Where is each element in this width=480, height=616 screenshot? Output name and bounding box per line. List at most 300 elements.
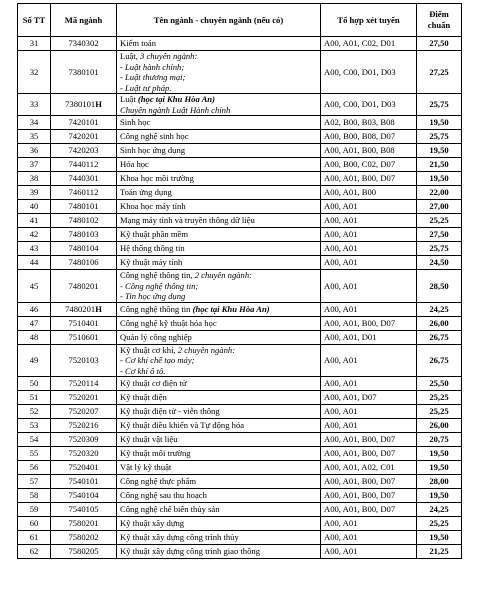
- major-name-line: [120, 476, 317, 487]
- row-subject-combination: A00, B00, C02, D07: [321, 158, 417, 172]
- row-stt: 52: [18, 405, 51, 419]
- row-subject-combination: A00, A01: [321, 405, 417, 419]
- major-name-text: Hệ thống thông tin: [120, 243, 185, 254]
- row-code-value: 7520103: [68, 355, 99, 365]
- row-stt: 34: [18, 116, 51, 130]
- row-code-value: 7480102: [68, 215, 99, 226]
- row-cutoff-score: 24,25: [417, 302, 462, 316]
- major-name-line: [120, 345, 317, 356]
- header-stt: Số TT: [18, 4, 51, 37]
- row-cutoff-score: 25,75: [417, 94, 462, 116]
- row-subject-combination: A00, A01: [321, 302, 417, 316]
- row-subject-combination: A00, A01, B00, D07: [321, 172, 417, 186]
- major-name-line: [120, 518, 317, 529]
- header-score: Điểm chuẩn: [417, 4, 462, 37]
- row-stt: 37: [18, 158, 51, 172]
- major-name-text: Luật: [120, 94, 138, 104]
- major-campus-note: (học tại Khu Hòa An): [137, 94, 215, 104]
- major-name-text: Kỹ thuật điện: [120, 392, 167, 403]
- row-code: [51, 419, 117, 433]
- row-stt: 33: [18, 94, 51, 116]
- row-stt: 40: [18, 200, 51, 214]
- row-code: [51, 116, 117, 130]
- major-name-line: [120, 504, 317, 515]
- major-name-line: [120, 51, 317, 62]
- row-subject-combination: A00, A01, C02, D01: [321, 37, 417, 51]
- row-code: [51, 228, 117, 242]
- row-major-name: [117, 186, 321, 200]
- row-code: [51, 545, 117, 559]
- major-name-line: [120, 243, 317, 254]
- row-code-value: 7520207: [68, 406, 99, 417]
- row-major-name: [117, 51, 321, 94]
- row-stt: 38: [18, 172, 51, 186]
- major-name-line: [120, 215, 317, 226]
- row-code: [51, 503, 117, 517]
- row-cutoff-score: 27,50: [417, 37, 462, 51]
- table-row: [18, 158, 462, 172]
- row-subject-combination: A00, A01: [321, 517, 417, 531]
- row-subject-combination: A00, A01: [321, 344, 417, 377]
- row-major-name: [117, 144, 321, 158]
- row-code-value: 7340302: [68, 38, 99, 49]
- table-row: [18, 377, 462, 391]
- row-code-value: 7520320: [68, 448, 99, 459]
- row-code-value: 7580205: [68, 546, 99, 557]
- row-code-value: 7580201: [68, 518, 99, 529]
- major-name-line: [120, 546, 317, 557]
- row-cutoff-score: 25,50: [417, 377, 462, 391]
- row-cutoff-score: 19,50: [417, 489, 462, 503]
- row-stt: 54: [18, 433, 51, 447]
- row-subject-combination: A00, A01: [321, 377, 417, 391]
- row-cutoff-score: 25,25: [417, 214, 462, 228]
- row-subject-combination: A00, A01: [321, 256, 417, 270]
- table-row: [18, 330, 462, 344]
- major-name-line: [120, 490, 317, 501]
- row-major-name: [117, 200, 321, 214]
- major-name-text: Công nghệ thông tin,: [120, 270, 195, 280]
- row-code-value: 7440112: [68, 159, 99, 170]
- row-major-name: [117, 256, 321, 270]
- table-row: [18, 270, 462, 303]
- row-cutoff-score: 28,00: [417, 475, 462, 489]
- row-stt: 44: [18, 256, 51, 270]
- row-code-value: 7420101: [68, 117, 99, 128]
- header-name: [117, 4, 321, 37]
- row-subject-combination: A00, A01, B00, B08: [321, 144, 417, 158]
- row-code-value: 7510401: [68, 317, 99, 328]
- major-specialization-text: - Luật thương mại;: [120, 72, 186, 82]
- row-code-value: 7510601: [68, 331, 99, 342]
- row-cutoff-score: 20,75: [417, 433, 462, 447]
- row-code: [51, 461, 117, 475]
- row-code-value: 7540105: [68, 504, 99, 515]
- row-stt: 57: [18, 475, 51, 489]
- major-name-line: [120, 355, 317, 366]
- row-major-name: [117, 330, 321, 344]
- major-name-line: [120, 145, 317, 156]
- major-name-text: Luật,: [120, 51, 141, 61]
- row-cutoff-score: 24,25: [417, 503, 462, 517]
- row-major-name: [117, 419, 321, 433]
- row-code: [51, 377, 117, 391]
- row-stt: 59: [18, 503, 51, 517]
- row-code: [51, 144, 117, 158]
- row-stt: 47: [18, 316, 51, 330]
- row-stt: 46: [18, 302, 51, 316]
- row-code: [51, 517, 117, 531]
- row-major-name: [117, 344, 321, 377]
- row-code: [51, 37, 117, 51]
- table-row: [18, 214, 462, 228]
- table-row: [18, 144, 462, 158]
- major-name-text: Mạng máy tính và truyền thông dữ liệu: [120, 215, 255, 226]
- row-major-name: [117, 302, 321, 316]
- major-name-text: Công nghệ thực phẩm: [120, 476, 197, 487]
- major-name-line: [120, 291, 317, 302]
- row-code: [51, 186, 117, 200]
- row-code: [51, 405, 117, 419]
- row-subject-combination: A00, A01, D07: [321, 391, 417, 405]
- row-stt: 43: [18, 242, 51, 256]
- row-stt: 49: [18, 344, 51, 377]
- major-name-line: [120, 131, 317, 142]
- major-name-text: Hóa học: [120, 159, 149, 170]
- major-name-line: [120, 270, 317, 281]
- table-row: [18, 503, 462, 517]
- row-subject-combination: A00, A01, B00, D07: [321, 503, 417, 517]
- row-major-name: [117, 475, 321, 489]
- row-major-name: [117, 503, 321, 517]
- row-major-name: [117, 214, 321, 228]
- row-code: [51, 330, 117, 344]
- row-cutoff-score: 19,50: [417, 461, 462, 475]
- header-name-text: Tên ngành - chuyên ngành (nếu có): [153, 14, 284, 25]
- table-row: [18, 489, 462, 503]
- major-name-line: [120, 462, 317, 473]
- row-subject-combination: A00, A01: [321, 270, 417, 303]
- major-name-line: [120, 392, 317, 403]
- row-code-value: 7520114: [68, 378, 99, 389]
- row-code-value: 7440301: [68, 173, 99, 184]
- row-code: [51, 447, 117, 461]
- row-subject-combination: A02, B00, B03, B08: [321, 116, 417, 130]
- row-code-value: 7480103: [68, 229, 99, 240]
- major-name-line: [120, 187, 317, 198]
- row-major-name: [117, 130, 321, 144]
- table-row: [18, 447, 462, 461]
- row-code-value: 7540104: [68, 490, 99, 501]
- row-code-value: 7480101: [68, 201, 99, 212]
- row-major-name: [117, 447, 321, 461]
- row-code-value: 7520309: [68, 434, 99, 445]
- row-stt: 31: [18, 37, 51, 51]
- table-row: [18, 517, 462, 531]
- table-header-row: [18, 4, 462, 37]
- row-subject-combination: A00, A01: [321, 228, 417, 242]
- table-row: [18, 344, 462, 377]
- row-subject-combination: A00, A01, B00: [321, 186, 417, 200]
- row-major-name: [117, 158, 321, 172]
- row-subject-combination: A00, A01, A02, C01: [321, 461, 417, 475]
- major-name-text: Công nghệ sau thu hoạch: [120, 490, 207, 501]
- row-subject-combination: A00, A01: [321, 242, 417, 256]
- row-code-value: 7380101: [65, 99, 96, 110]
- major-specialization-text: Chuyên ngành Luật Hành chính: [120, 104, 231, 115]
- row-code-value: 7380101: [68, 66, 99, 77]
- major-name-text: Kỹ thuật điện tử - viễn thông: [120, 406, 220, 417]
- row-major-name: [117, 377, 321, 391]
- row-cutoff-score: 28,50: [417, 270, 462, 303]
- row-stt: 36: [18, 144, 51, 158]
- row-subject-combination: A00, A01, B00, D07: [321, 489, 417, 503]
- row-code: [51, 489, 117, 503]
- major-name-line: [120, 62, 317, 73]
- row-subject-combination: A00, B00, B08, D07: [321, 130, 417, 144]
- major-specialization-text: 2 chuyên ngành:: [177, 344, 236, 355]
- major-name-text: Sinh học: [120, 117, 151, 128]
- row-stt: 35: [18, 130, 51, 144]
- row-major-name: [117, 37, 321, 51]
- row-major-name: [117, 531, 321, 545]
- major-name-line: [120, 532, 317, 543]
- row-code-value: 7520401: [68, 462, 99, 473]
- major-name-text: Kỹ thuật điều khiển và Tự động hóa: [120, 420, 245, 431]
- table-row: [18, 316, 462, 330]
- table-row: [18, 228, 462, 242]
- row-cutoff-score: 19,50: [417, 447, 462, 461]
- major-campus-note: (học tại Khu Hòa An): [192, 303, 270, 314]
- table-row: [18, 186, 462, 200]
- row-stt: 39: [18, 186, 51, 200]
- row-cutoff-score: 19,50: [417, 144, 462, 158]
- row-subject-combination: A00, C00, D01, D03: [321, 94, 417, 116]
- row-major-name: [117, 489, 321, 503]
- table-row: [18, 116, 462, 130]
- header-code: Mã ngành: [51, 4, 117, 37]
- table-row: [18, 130, 462, 144]
- row-cutoff-score: 27,00: [417, 200, 462, 214]
- major-name-text: Công nghệ thông tin: [120, 303, 193, 314]
- major-specialization-text: - Cơ khí ô tô.: [120, 365, 166, 376]
- table-row: [18, 433, 462, 447]
- row-major-name: [117, 228, 321, 242]
- major-name-line: [120, 159, 317, 170]
- row-stt: 62: [18, 545, 51, 559]
- row-code: [51, 433, 117, 447]
- row-stt: 53: [18, 419, 51, 433]
- major-name-line: [120, 434, 317, 445]
- major-name-line: [120, 83, 317, 94]
- major-name-line: [120, 105, 317, 116]
- row-stt: 58: [18, 489, 51, 503]
- major-name-line: [120, 72, 317, 83]
- row-code-value: 7520201: [68, 392, 99, 403]
- major-name-line: [120, 318, 317, 329]
- major-specialization-text: - Luật hành chính;: [120, 61, 185, 72]
- row-code: [51, 94, 117, 116]
- major-name-text: Quản lý công nghiệp: [120, 331, 192, 342]
- major-name-line: [120, 332, 317, 343]
- row-cutoff-score: 26,75: [417, 330, 462, 344]
- major-specialization-text: - Luật tư pháp.: [120, 82, 172, 93]
- row-code: [51, 242, 117, 256]
- row-stt: 45: [18, 270, 51, 303]
- row-major-name: [117, 316, 321, 330]
- row-code: [51, 316, 117, 330]
- row-stt: 60: [18, 517, 51, 531]
- row-stt: 55: [18, 447, 51, 461]
- table-row: [18, 475, 462, 489]
- row-code-suffix: H: [95, 99, 102, 110]
- row-subject-combination: A00, A01, B00, D07: [321, 433, 417, 447]
- row-subject-combination: A00, A01: [321, 531, 417, 545]
- row-cutoff-score: 27,25: [417, 51, 462, 94]
- table-row: [18, 200, 462, 214]
- row-major-name: [117, 270, 321, 303]
- row-cutoff-score: 26,75: [417, 344, 462, 377]
- row-code-value: 7480104: [68, 243, 99, 254]
- major-name-text: Công nghệ chế biến thủy sản: [120, 504, 220, 515]
- table-row: [18, 545, 462, 559]
- major-name-line: [120, 201, 317, 212]
- row-code-value: 7520216: [68, 420, 99, 431]
- row-subject-combination: A00, A01: [321, 545, 417, 559]
- major-specialization-text: 2 chuyên ngành:: [194, 270, 252, 280]
- row-cutoff-score: 25,75: [417, 130, 462, 144]
- major-name-text: Kỹ thuật xây dựng công trình thủy: [120, 532, 239, 543]
- row-code-value: 7480201: [68, 280, 99, 291]
- major-name-text: Toán ứng dụng: [120, 187, 172, 198]
- row-cutoff-score: 27,50: [417, 228, 462, 242]
- major-name-line: [120, 378, 317, 389]
- row-code-value: 7420203: [68, 145, 99, 156]
- row-code: [51, 270, 117, 303]
- row-stt: 50: [18, 377, 51, 391]
- row-cutoff-score: 19,50: [417, 531, 462, 545]
- major-name-text: Công nghệ sinh học: [120, 131, 189, 142]
- row-subject-combination: A00, A01, B00, D07: [321, 316, 417, 330]
- row-stt: 32: [18, 51, 51, 94]
- row-major-name: [117, 172, 321, 186]
- row-major-name: [117, 433, 321, 447]
- row-cutoff-score: 25,25: [417, 391, 462, 405]
- major-name-line: [120, 257, 317, 268]
- major-name-text: Kỹ thuật xây dựng: [120, 518, 185, 529]
- admission-score-table: [17, 3, 462, 559]
- row-code: [51, 172, 117, 186]
- row-cutoff-score: 26,00: [417, 316, 462, 330]
- row-subject-combination: A00, A01, B00, D07: [321, 475, 417, 489]
- major-name-line: [120, 366, 317, 377]
- major-name-line: [120, 117, 317, 128]
- major-name-text: Kỹ thuật vật liệu: [120, 434, 178, 445]
- table-row: [18, 51, 462, 94]
- major-name-text: Kỹ thuật máy tính: [120, 257, 183, 268]
- row-code-value: 7480106: [68, 257, 99, 268]
- row-subject-combination: A00, A01: [321, 419, 417, 433]
- row-major-name: [117, 391, 321, 405]
- table-row: [18, 172, 462, 186]
- row-code-suffix: H: [95, 303, 102, 314]
- row-cutoff-score: 26,00: [417, 419, 462, 433]
- row-code: [51, 256, 117, 270]
- major-name-line: [120, 94, 317, 105]
- major-name-text: Công nghệ kỹ thuật hóa học: [120, 317, 217, 328]
- major-name-line: [120, 420, 317, 431]
- table-row: [18, 256, 462, 270]
- row-major-name: [117, 461, 321, 475]
- row-cutoff-score: 25,75: [417, 242, 462, 256]
- major-name-line: [120, 406, 317, 417]
- major-name-line: [120, 38, 317, 49]
- major-name-text: Khoa học môi trường: [120, 173, 194, 184]
- major-name-text: Kỹ thuật cơ khí,: [120, 344, 178, 355]
- row-code-value: 7480201: [65, 303, 96, 314]
- row-major-name: [117, 94, 321, 116]
- row-stt: 51: [18, 391, 51, 405]
- table-row: [18, 302, 462, 316]
- row-code: [51, 158, 117, 172]
- major-specialization-text: 3 chuyên ngành:: [140, 51, 198, 61]
- major-name-text: Kỹ thuật xây dựng công trình giao thông: [120, 546, 260, 557]
- row-stt: 56: [18, 461, 51, 475]
- row-code-value: 7580202: [68, 532, 99, 543]
- major-specialization-text: - Công nghệ thông tin;: [120, 280, 199, 291]
- row-code: [51, 344, 117, 377]
- table-row: [18, 405, 462, 419]
- major-name-text: Vật lý kỹ thuật: [120, 462, 172, 473]
- row-stt: 41: [18, 214, 51, 228]
- row-code: [51, 200, 117, 214]
- row-subject-combination: A00, C00, D01, D03: [321, 51, 417, 94]
- table-row: [18, 37, 462, 51]
- header-combo: Tổ hợp xét tuyển: [321, 4, 417, 37]
- row-subject-combination: A00, A01, D01: [321, 330, 417, 344]
- table-row: [18, 419, 462, 433]
- major-name-text: Khoa học máy tính: [120, 201, 186, 212]
- row-cutoff-score: 24,50: [417, 256, 462, 270]
- major-name-text: Kiểm toán: [120, 38, 157, 49]
- row-stt: 42: [18, 228, 51, 242]
- row-stt: 61: [18, 531, 51, 545]
- row-cutoff-score: 21,25: [417, 545, 462, 559]
- row-cutoff-score: 25,25: [417, 405, 462, 419]
- table-row: [18, 94, 462, 116]
- row-code: [51, 214, 117, 228]
- row-major-name: [117, 405, 321, 419]
- row-cutoff-score: 25,25: [417, 517, 462, 531]
- row-code-value: 7460112: [68, 187, 99, 198]
- major-specialization-text: - Tin học ứng dụng: [120, 291, 186, 301]
- major-name-text: Sinh học ứng dụng: [120, 145, 186, 156]
- table-row: [18, 531, 462, 545]
- row-subject-combination: A00, A01, B00, D07: [321, 447, 417, 461]
- major-name-text: Kỹ thuật môi trường: [120, 448, 191, 459]
- major-name-line: [120, 304, 317, 315]
- row-code: [51, 531, 117, 545]
- major-name-line: [120, 173, 317, 184]
- major-name-text: Kỹ thuật phần mềm: [120, 229, 189, 240]
- row-cutoff-score: 19,50: [417, 172, 462, 186]
- row-major-name: [117, 545, 321, 559]
- table-row: [18, 461, 462, 475]
- row-code: [51, 475, 117, 489]
- row-subject-combination: A00, A01: [321, 200, 417, 214]
- major-specialization-text: - Cơ khí chế tạo máy;: [120, 355, 195, 365]
- row-stt: 48: [18, 330, 51, 344]
